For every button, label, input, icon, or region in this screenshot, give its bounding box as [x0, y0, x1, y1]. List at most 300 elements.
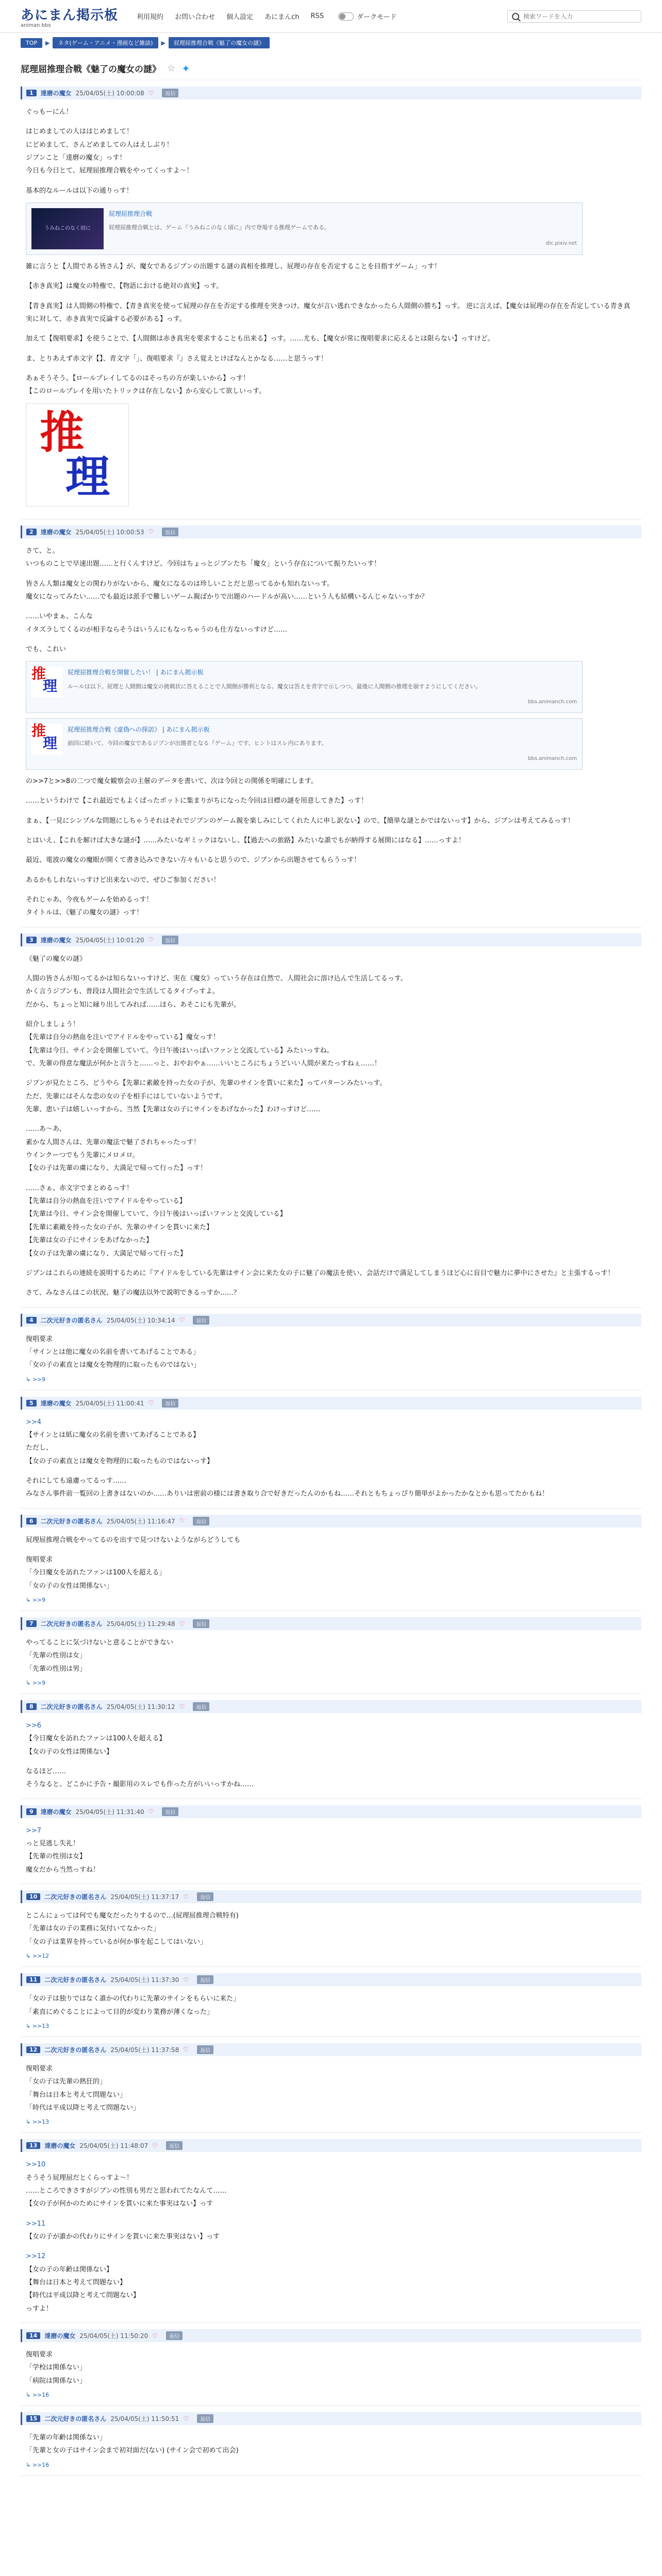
- post-date: 25/04/05(土) 11:50:51: [110, 2415, 179, 2423]
- post-line: 復唱要求: [26, 1335, 53, 1343]
- breadcrumb-thread[interactable]: 屁理屈推理合戦《魅了の魔女の謎》: [169, 37, 270, 48]
- breadcrumb: [0, 33, 662, 53]
- post-header: [21, 1515, 641, 1528]
- post-line: [26, 636, 636, 643]
- reply-link[interactable]: ↳ >>16: [26, 2461, 49, 2468]
- post-header: [21, 2412, 641, 2425]
- post-line: 【先輩は自分の熱血を注いでアイドルをやっている】: [26, 1197, 186, 1206]
- post-date: 25/04/05(土) 11:50:20: [79, 2332, 148, 2340]
- post-line: 「今日魔女を訪れたファンは100人を超える」: [26, 1569, 166, 1577]
- heart-icon[interactable]: ♡: [183, 1976, 189, 1984]
- post-header: [21, 1890, 641, 1903]
- post-line: [26, 1175, 636, 1182]
- post-author: 二次元好きの匿名さん: [44, 2415, 107, 2423]
- reply-button[interactable]: 返信: [193, 1619, 209, 1628]
- link-card-title[interactable]: 屁理屈推理合戦を開催したい！ | あにまん掲示板: [68, 669, 204, 676]
- post-line: [26, 603, 636, 610]
- post-line: ……というわけで【これ最近でもよくぱったポットに集まりがちになった今回は目標の謎を用意してきた】っす！: [26, 797, 368, 805]
- post-line: [26, 1116, 636, 1123]
- post-number[interactable]: 14: [26, 2332, 40, 2339]
- suiri-char: 理: [43, 677, 58, 695]
- heart-icon[interactable]: ♡: [179, 1316, 185, 1324]
- post-line: 「先輩の性別は女」: [26, 1652, 87, 1660]
- post-number[interactable]: 4: [26, 1317, 37, 1324]
- post-header: [21, 2043, 641, 2056]
- post: [21, 1509, 641, 1611]
- post-line: ウインクーつでもう先輩にメロメロ。: [26, 1151, 139, 1160]
- reply-button[interactable]: 返信: [162, 1807, 178, 1816]
- post-body: [21, 2342, 641, 2387]
- post-header: [21, 2329, 641, 2342]
- post-line: 「女の子は先輩の熱狂的」: [26, 2078, 107, 2086]
- post-line[interactable]: >>4: [26, 1418, 42, 1426]
- breadcrumb-category[interactable]: ネタ(ゲーム・アニメ・漫画など雑談): [53, 37, 158, 48]
- post: [21, 2323, 641, 2406]
- link-card-url: bbs.animanch.com: [528, 756, 577, 762]
- post-number[interactable]: 11: [26, 1976, 40, 1983]
- post-line: 加えて【復唱要求】を使うことで、【人間側は赤き真実を要求することも出来る】っす。……尤も、【魔女が常に復唱要求に応えるとは限らない】っすけど。: [26, 335, 494, 343]
- reply-button[interactable]: 返信: [193, 1316, 209, 1325]
- post-line: ぐっもーにん！: [26, 108, 73, 116]
- post-body: [21, 2152, 641, 2315]
- post-line: さて、みなさんはこの状況、魅了の魔法以外で説明できるっすか……？: [26, 1289, 240, 1297]
- suiri-char: 理: [65, 450, 110, 503]
- post-body: [21, 1818, 641, 1876]
- link-card-title[interactable]: 屁理屈推理合戦《虚偽への探訪》 | あにまん掲示板: [68, 725, 210, 733]
- post-line: [26, 346, 636, 352]
- post-line: 屁理屈推理合戦をやってるのを出すで見つけないようながらどうしても: [26, 1536, 241, 1544]
- reply-link[interactable]: ↳ >>12: [26, 1953, 49, 1960]
- link-card[interactable]: [26, 718, 583, 770]
- reply-button[interactable]: 返信: [197, 2045, 213, 2054]
- post-line: [26, 2243, 636, 2250]
- link-card-thumbnail: [31, 667, 62, 698]
- post: [21, 1967, 641, 2037]
- post-line: 「学校は関係ない」: [26, 2364, 87, 2372]
- heart-icon[interactable]: ♡: [148, 1399, 154, 1407]
- link-card-info: [68, 724, 577, 764]
- post: [21, 1308, 641, 1391]
- post-line: 復唱要求: [26, 2351, 53, 2359]
- nav-contact[interactable]: お問い合わせ: [175, 13, 216, 21]
- post-line[interactable]: >>10: [26, 2161, 46, 2169]
- post: [21, 2406, 641, 2476]
- heart-icon[interactable]: ♡: [179, 1517, 185, 1525]
- post-line: とこんにょっては何でも魔女だったりするので…(屁理屈推理合戦特有): [26, 1912, 239, 1920]
- reply-link[interactable]: ↳ >>9: [26, 1376, 46, 1383]
- post: [21, 80, 641, 519]
- post-body: [21, 1630, 641, 1675]
- post-line: 魔女だから当然っすね！: [26, 1866, 100, 1874]
- post-line: 《魅了の魔女の謎》: [26, 955, 87, 963]
- post-line: [26, 1468, 636, 1475]
- suiri-image: [26, 403, 129, 506]
- post-number[interactable]: 13: [26, 2142, 40, 2149]
- link-card[interactable]: [26, 202, 583, 255]
- post-line: 基本的なルールは以下の通りっす！: [26, 187, 133, 195]
- post-line: っすよ！: [26, 2304, 53, 2313]
- post: [21, 2133, 641, 2323]
- post-line: 「先輩の性別は男」: [26, 1665, 87, 1673]
- post-line: 最近、電波の魔女の魔眼が開くて書き込みできない方々もいると思うので、ジブンから出題させてもらうっす！: [26, 856, 361, 865]
- post-line: [26, 847, 636, 854]
- post-line: 【舞台は日本と考えて問題ない】: [26, 2278, 127, 2286]
- link-card-url: dic.pixiv.net: [545, 240, 577, 246]
- nav-rss[interactable]: RSS: [310, 12, 324, 20]
- post-header: [21, 1617, 641, 1630]
- post-line: [26, 788, 636, 794]
- post-line: 人間の皆さんが知ってるかは知らないっすけど、実在《魔女》っていう存在は自然で、人間社会に溶け込んで生活してるっす。: [26, 974, 407, 982]
- post-line: ただ、先輩にはそんな恋の女の子を相手にはしていないようです。: [26, 1092, 226, 1100]
- post-author: 二次元好きの匿名さん: [40, 1620, 103, 1628]
- link-card[interactable]: [26, 661, 583, 713]
- post-header: [21, 934, 641, 946]
- post-line: 「先輩は女の子の業務に気付いてなかった」: [26, 1925, 160, 1933]
- post-line: っと見逃し失礼！: [26, 1840, 80, 1848]
- post-body: [21, 946, 641, 1300]
- post-line: 【今日魔女を訪れたファンは100人を超える】: [26, 1735, 166, 1743]
- post: [21, 2037, 641, 2133]
- post-line: 【女の子の女性は関係ない】: [26, 1748, 113, 1756]
- reply-button[interactable]: 返信: [197, 1975, 213, 1984]
- post-line: 【先輩は今日、サイン会を開催していて、今日午後はいっぱいファンと交流している】みたいっすね。: [26, 1046, 334, 1055]
- heart-icon[interactable]: ♡: [148, 1808, 154, 1816]
- post-line: 【先輩は自分の熱血を注いでアイドルをやっている】魔女っす！: [26, 1033, 220, 1042]
- post-body: [21, 538, 641, 920]
- logo-text: あにまん掲示板: [21, 7, 119, 23]
- post-line: の>>7と>>8の二つで魔女観察会の主催のデータを書いて、次は今回との関係を明確にします。: [26, 777, 318, 785]
- post-line: 【女の子の素直とは魔女を物理的に取ったものではないっす】: [26, 1457, 214, 1465]
- top-nav: [137, 11, 396, 21]
- toggle-track: [338, 12, 354, 21]
- post-line: そうなると、どこかに予告・撮影用のスレでも作った方がいいっすかね……: [26, 1781, 254, 1789]
- post-line: 【女の子が誰かの代わりにサインを貰いに来た事実はない】っす: [26, 2232, 220, 2241]
- post-line: [26, 1280, 636, 1286]
- post-line: なるほど……: [26, 1768, 67, 1776]
- post-line: 「サインとは他に魔女の名前を書いてあげることである」: [26, 1348, 200, 1356]
- post-date: 25/04/05(土) 11:37:58: [110, 2046, 179, 2054]
- post-body: [21, 2425, 641, 2458]
- search-box: [507, 10, 641, 23]
- post: [21, 1694, 641, 1799]
- post-line: [26, 326, 636, 332]
- post-line: 紹介しましょう！: [26, 1021, 80, 1028]
- post-line: [26, 1011, 636, 1018]
- post-line: [26, 965, 636, 972]
- nav-terms[interactable]: 利用規約: [137, 13, 164, 21]
- post-line: みなさん事件前一覧回の上書きはないのか……ありいは密前の様には書き取り合で好きだったんのかもね……それともちょっぴり簡単がよかったかなとかも思ってたかもね！: [26, 1490, 549, 1498]
- post-date: 25/04/05(土) 11:29:48: [106, 1620, 175, 1628]
- post-line: あるかもしれないっすけど出来ないので、ぜひご参加ください！: [26, 876, 220, 884]
- post-line: 【先輩は今日、サイン会を開催していて、今日午後はいっぱいファンと交流している】: [26, 1210, 287, 1218]
- link-card-thumbnail: うみねこのなく頃に: [31, 208, 104, 249]
- post-line: 【先輩に素敵を持った女の子が、先輩のサインを貰いに来た】: [26, 1223, 213, 1231]
- post-line: 【青き真実】は人間側の特権で、【青き真実を使って屁理の存在を否定する推理を突きつけ、魔女が言い逃れできなかったら人間側の勝ち】っす。 逆に言えば、【魔女は屁理の存在を否定している青き真実に対して、赤き真実で反論する必要がある】っす。: [26, 302, 631, 324]
- post-line: ま、とりあえず赤文字【】、青文字「」、復唱要求『』さえ覚えとけばなんとかなる……と思うっす！: [26, 354, 328, 363]
- reply-button[interactable]: 返信: [162, 1399, 178, 1408]
- post-line: 魔女になってみたい……でも最近は派手で難しいゲーム親ばかりで出題のハードルが高い……という人も結構いるんじゃないっすか？: [26, 592, 428, 601]
- post-header: [21, 1314, 641, 1327]
- thread-main: [21, 55, 641, 2476]
- post-number[interactable]: 6: [26, 1518, 37, 1524]
- post-line: にどめまして、さんどめましての人はえしぶり！: [26, 141, 173, 149]
- post-line: 皆さん人類は魔女との関わりがないから、魔女になるのは珍しいことだと思ってるかも知れないっす。: [26, 580, 334, 588]
- post-line: さて、と。: [26, 547, 59, 555]
- post-line: 【女の子の年齢は関係ない】: [26, 2265, 113, 2274]
- post-header: [21, 1973, 641, 1986]
- post-line: [26, 293, 636, 300]
- reply-button[interactable]: 返信: [166, 2331, 183, 2340]
- post-line: それじゃあ、今夜もゲームを始めるっす！: [26, 895, 153, 904]
- post-date: 25/04/05(土) 11:48:07: [79, 2142, 148, 2150]
- link-card-info: [68, 667, 577, 707]
- post-line: 復唱要求: [26, 2064, 53, 2073]
- dark-mode-toggle[interactable]: [338, 11, 396, 21]
- link-card-thumbnail: [31, 724, 62, 755]
- post-line[interactable]: >>12: [26, 2252, 46, 2261]
- post-line: いつものことで早速出題……と行くんすけど、今回はちょっとジブンたち「魔女」という存在について振りたいっす！: [26, 560, 381, 568]
- post-line: 「時代は平成以降と考えて問題ない」: [26, 2104, 140, 2112]
- heart-icon[interactable]: ♡: [152, 2142, 158, 2149]
- post-body: [21, 1903, 641, 1948]
- post-line: 【このロールプレイを用いたトリックは存在しない】から安心して欲しいっす。: [26, 387, 266, 396]
- nav-animanch[interactable]: あにまんch: [264, 13, 300, 21]
- post-date: 25/04/05(土) 10:00:08: [75, 90, 144, 97]
- post-line: 復唱要求: [26, 1555, 53, 1564]
- post-author: 達磨の魔女: [44, 2332, 76, 2340]
- post-line: 「素直にめぐることによって目的が変わり業務が薄くなった」: [26, 2008, 214, 2016]
- post-date: 25/04/05(土) 11:37:17: [110, 1893, 179, 1901]
- post-body: [21, 1528, 641, 1592]
- post-line: でも、これい: [26, 645, 67, 653]
- breadcrumb-separator-icon: ▶: [161, 39, 166, 46]
- post-line: 【サインとは紙に魔女の名前を書いてあげることである】: [26, 1431, 200, 1439]
- heart-icon[interactable]: ♡: [152, 2332, 158, 2340]
- heart-icon[interactable]: ♡: [179, 1620, 185, 1628]
- post-line: ……あ〜あ、: [26, 1125, 66, 1133]
- search-icon[interactable]: [512, 13, 519, 20]
- post-line: 【時代は平成以降と考えて問題ない】: [26, 2292, 140, 2300]
- twitter-share-icon[interactable]: ✦: [181, 62, 190, 75]
- post-number[interactable]: 2: [26, 529, 37, 535]
- post-author: 達磨の魔女: [44, 2142, 76, 2150]
- post: [21, 1611, 641, 1694]
- post-line: ジブンはこれらの連続を説明するために『アイドルをしている先輩はサイン会に来た女の子に魅了の魔法を使い、会話だけで満足してしまうほど心に盲目で魅力に夢中にさせた』と主張するっす！: [26, 1269, 615, 1277]
- post-line: 「舞台は日本と考えて問題ない」: [26, 2091, 127, 2099]
- link-card-title[interactable]: 屁理屈推理合戦: [109, 210, 153, 218]
- post-line: [26, 1547, 636, 1553]
- heart-icon[interactable]: ♡: [183, 2046, 189, 2054]
- post-line: 【先輩の性別は女】: [26, 1853, 87, 1861]
- post-date: 25/04/05(土) 11:30:12: [106, 1703, 175, 1711]
- post-line[interactable]: >>6: [26, 1722, 42, 1730]
- post-line: [26, 1758, 636, 1765]
- post-line: 先輩、恵い子は嬉しいっすから、当然【先輩は女の子にサインをあげなかった】わけっすけど……: [26, 1106, 321, 1114]
- reply-link[interactable]: ↳ >>13: [26, 2022, 49, 2029]
- post-number[interactable]: 5: [26, 1400, 37, 1406]
- post-number[interactable]: 9: [26, 1808, 37, 1815]
- post-header: [21, 2139, 641, 2152]
- post-number[interactable]: 10: [26, 1893, 40, 1900]
- suiri-thumb-image: [31, 667, 62, 698]
- reply-link[interactable]: ↳ >>13: [26, 2119, 49, 2126]
- post-line: ……いやまぁ、こんな: [26, 613, 93, 621]
- post-date: 25/04/05(土) 10:00:53: [75, 528, 144, 536]
- search-input[interactable]: [523, 13, 626, 20]
- post-line: [26, 571, 636, 578]
- post-list: [21, 80, 641, 2476]
- post-body: [21, 1410, 641, 1501]
- post-number[interactable]: 1: [26, 90, 37, 96]
- site-header: [0, 0, 662, 33]
- post-date: 25/04/05(土) 10:01:20: [75, 936, 144, 944]
- post-line: そうそう屁理屈だとくらっすよ〜！: [26, 2174, 134, 2182]
- post-line: 「先輩の年齢は関係ない」: [26, 2434, 107, 2442]
- heart-icon[interactable]: ♡: [148, 936, 154, 944]
- post-body: [21, 1713, 641, 1791]
- heart-icon[interactable]: ♡: [183, 2415, 189, 2422]
- post-line: [26, 178, 636, 184]
- reply-button[interactable]: 返信: [193, 1702, 209, 1711]
- post-line: 「女の子は独りではなく誰かの代わりに先輩のサインをもらいに来た」: [26, 1995, 240, 2003]
- favorite-star-icon[interactable]: ☆: [167, 63, 176, 74]
- reply-link[interactable]: ↳ >>9: [26, 1680, 46, 1687]
- thread-title-row: [21, 55, 641, 80]
- post-line: [26, 808, 636, 815]
- post-number[interactable]: 8: [26, 1703, 37, 1710]
- heart-icon[interactable]: ♡: [148, 528, 154, 536]
- post-line: はじめましての人ははじめまして！: [26, 128, 134, 136]
- post-line: 「女の子の女性は関係ない」: [26, 1582, 113, 1590]
- heart-icon[interactable]: ♡: [148, 89, 154, 97]
- reply-button[interactable]: 返信: [162, 528, 178, 536]
- post-line: [26, 118, 636, 125]
- post-line[interactable]: >>11: [26, 2219, 46, 2228]
- post-author: 二次元好きの匿名さん: [44, 1893, 107, 1901]
- post-date: 25/04/05(土) 11:00:41: [75, 1399, 144, 1407]
- post-author: 達磨の魔女: [40, 528, 72, 536]
- post-line: ジブンこと「達磨の魔女」っす！: [26, 154, 126, 162]
- post-line: イタズラしてくるのが相手ならそうはいうんにもなっちゃうのも仕方ないっすけど……: [26, 625, 288, 634]
- suiri-char: 推: [31, 722, 46, 739]
- post-line: [26, 273, 636, 280]
- site-logo[interactable]: [21, 5, 118, 28]
- post-header: [21, 1397, 641, 1410]
- suiri-char: 推: [40, 406, 84, 459]
- post-header: [21, 526, 641, 538]
- toggle-knob: [339, 13, 345, 20]
- logo-subtext: animan bbs: [21, 22, 51, 28]
- post-line: 【女の子は先輩の虜になり、大満足で帰って行った】っす！: [26, 1164, 207, 1173]
- post-author: 達磨の魔女: [40, 936, 72, 944]
- post-date: 25/04/05(土) 10:34:14: [106, 1316, 175, 1324]
- reply-button[interactable]: 返信: [166, 2141, 183, 2150]
- post-line: ジブンが見たところ、どうやら【先輩に素敵を持った女の子が、先輩のサインを貰いに来た】ってパターンみたいっす。: [26, 1079, 387, 1088]
- post-number[interactable]: 7: [26, 1620, 37, 1627]
- post-line: 「病院は関係ない」: [26, 2377, 87, 2385]
- post-line: 雑に言うと【人間である皆さん】が、魔女であるジブンの出題する謎の真相を推理し、屁理の存在を否定することを目指すゲーム」っす！: [26, 263, 441, 271]
- post-line: 今日も今日とて、屁理屈推理合戦をやってくっすよ〜！: [26, 167, 193, 175]
- post-line: あぁそうそう。【ロールプレイしてるのはそっちの方が楽しいから】っす！: [26, 375, 250, 383]
- post: [21, 1799, 641, 1884]
- link-card-desc: 前回に続いて、今回の魔女であるジブンが出題者となる『ゲーム』です。ヒントはスレ内にあります。: [68, 739, 327, 747]
- post-date: 25/04/05(土) 11:37:30: [110, 1976, 179, 1984]
- post-body: [21, 1327, 641, 1372]
- reply-button[interactable]: 返信: [197, 1892, 213, 1901]
- post-line: [26, 2211, 636, 2217]
- post-line: [26, 887, 636, 893]
- post-line: [26, 1070, 636, 1077]
- post-line: ただし、: [26, 1444, 53, 1452]
- post-date: 25/04/05(土) 11:31:40: [75, 1808, 144, 1816]
- post-author: 二次元好きの匿名さん: [40, 1517, 103, 1525]
- post-line[interactable]: >>7: [26, 1826, 42, 1835]
- post-line: 素かな人間さんは、先輩の魔法で魅了されちゃったっす！: [26, 1138, 201, 1146]
- post-body: [21, 2056, 641, 2114]
- post-line: かく言うジブンも、普段は人間社会で生活してるタイプっすよ。: [26, 988, 220, 996]
- post-number[interactable]: 15: [26, 2415, 40, 2422]
- post-line: 【女の子が何かのためにサインを貰いに来た事実はない】っす: [26, 2200, 213, 2208]
- breadcrumb-top[interactable]: TOP: [21, 38, 42, 48]
- post-number[interactable]: 3: [26, 937, 37, 943]
- post-line: [26, 827, 636, 834]
- suiri-thumb-image: [31, 724, 62, 755]
- nav-settings[interactable]: 個人設定: [226, 13, 254, 21]
- post-line: [26, 867, 636, 874]
- post-line: それにしても遠慮ってるっす……: [26, 1477, 127, 1485]
- post: [21, 1391, 641, 1509]
- post: [21, 519, 641, 927]
- post-line: だから、ちょっと知に縁り出してみれば……ほら、あそこにも先輩が。: [26, 1001, 241, 1009]
- reply-button[interactable]: 返信: [197, 2414, 213, 2423]
- post-body: [21, 99, 641, 506]
- post-line: で、先輩の得意な魔法が何かと言うと……っと、おやおやぁ……いいところにちょうどいい人間が来たっすねぇ……！: [26, 1060, 381, 1068]
- reply-link[interactable]: ↳ >>9: [26, 1597, 46, 1603]
- thread-title: 屁理屈推理合戦《魅了の魔女の謎》: [21, 64, 161, 75]
- post-line: 「女の子の素直とは魔女を物理的に取ったものではない」: [26, 1361, 201, 1369]
- reply-button[interactable]: 返信: [162, 936, 178, 944]
- dark-mode-label: ダークモード: [357, 13, 397, 21]
- post-header: [21, 1805, 641, 1818]
- breadcrumb-separator-icon: ▶: [45, 39, 50, 46]
- post-author: 二次元好きの匿名さん: [40, 1703, 103, 1711]
- post-date: 25/04/05(土) 11:16:47: [106, 1517, 175, 1525]
- post-author: 達磨の魔女: [40, 1808, 72, 1816]
- post-line: まぁ、【一見にシンプルな問題にしちゃうそれはそれでジブンのゲーム親を楽しみにしてくれた人に申し訳ない】ので、【簡単な謎とかではないっす】から、ジブンは考えてみるっす！: [26, 817, 574, 825]
- reply-button[interactable]: 返信: [162, 89, 178, 97]
- post-line: [26, 365, 636, 372]
- post-line: ……さぁ、赤文字でまとめるっす！: [26, 1184, 134, 1192]
- post-author: 二次元好きの匿名さん: [44, 1976, 107, 1984]
- post-line: [26, 1260, 636, 1267]
- post-line: 「先輩と女の子はサイン会まで初対面だ(ない) (サイン会で初めて出会): [26, 2447, 239, 2455]
- reply-button[interactable]: 返信: [193, 1517, 209, 1526]
- post-line: 「女の子は業界を持っているが何か事を起こしてはいない」: [26, 1938, 207, 1946]
- post-author: 達磨の魔女: [40, 1399, 72, 1407]
- post-line: とはいえ、【これを解けば大きな謎が】……みたいなギミックはないし、【【過去への旅路】みたいな誰でもが納得する展開にはなる】……っすよ！: [26, 836, 466, 844]
- post-header: [21, 87, 641, 99]
- link-card-url: bbs.animanch.com: [528, 699, 577, 705]
- reply-link[interactable]: ↳ >>16: [26, 2392, 49, 2399]
- suiri-char: 理: [43, 734, 58, 752]
- post: [21, 927, 641, 1308]
- heart-icon[interactable]: ♡: [183, 1893, 189, 1901]
- heart-icon[interactable]: ♡: [179, 1703, 185, 1710]
- post-number[interactable]: 12: [26, 2046, 40, 2053]
- post-author: 達磨の魔女: [40, 90, 72, 97]
- link-card-desc: 屁理屈推理合戦とは、ゲーム『うみねこのなく頃に』内で登場する推理ゲームである。: [109, 224, 330, 231]
- post-author: 二次元好きの匿名さん: [40, 1316, 103, 1324]
